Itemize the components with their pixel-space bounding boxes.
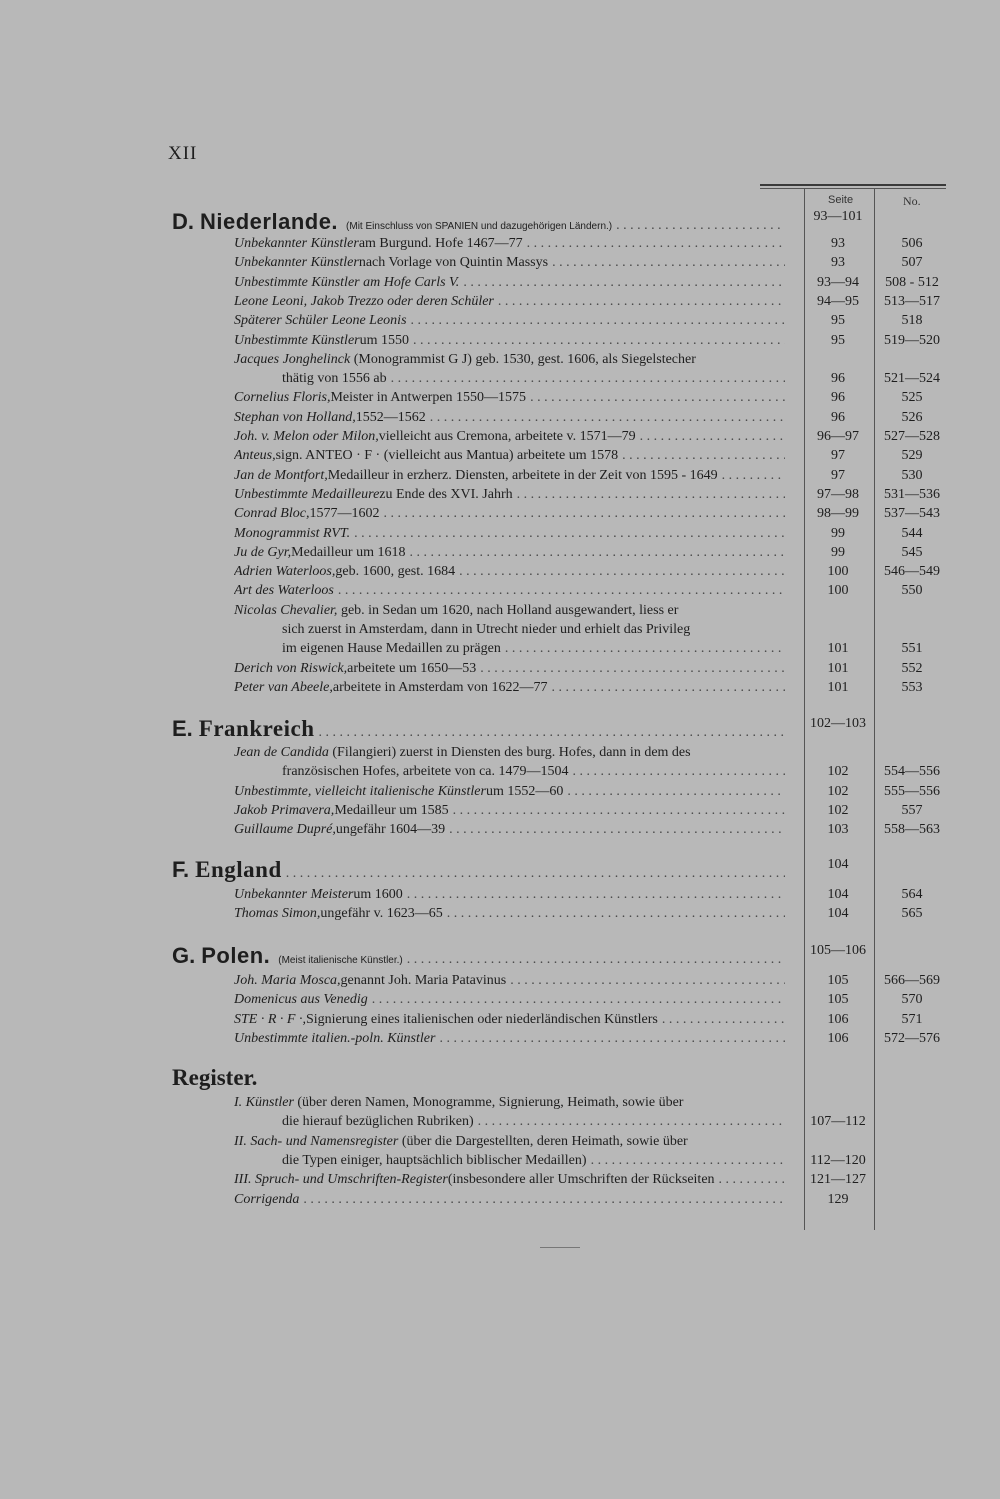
leader-dots xyxy=(530,390,785,406)
seite-value: 129 xyxy=(827,1191,849,1207)
entry-text xyxy=(234,506,785,522)
entry-text xyxy=(172,209,785,235)
seite-value: 102 xyxy=(827,802,849,818)
leader-dots xyxy=(409,545,785,561)
entry-text xyxy=(234,906,785,922)
entry-name: Cornelius Floris, xyxy=(234,390,331,406)
entry-description: (über deren Namen, Monogramme, Signierung, Heimath, sowie über xyxy=(293,1095,684,1110)
entry-name: Unbestimmte Künstler am Hofe Carls V. xyxy=(234,274,460,290)
seite-value: 97 xyxy=(831,467,845,483)
section-letter: E. xyxy=(172,716,193,741)
entry-line xyxy=(234,352,696,368)
entry-line xyxy=(234,1095,683,1111)
entry-name: Unbestimmte italien.-poln. Künstler xyxy=(234,1030,436,1046)
no-value: 525 xyxy=(901,390,923,406)
entry-description: (insbesondere aller Umschriften der Rückseiten xyxy=(447,1172,715,1188)
leader-dots xyxy=(527,236,785,252)
section-title: Polen. xyxy=(201,943,271,968)
seite-value: 95 xyxy=(831,332,845,348)
entry-name: Stephan von Holland, xyxy=(234,409,356,425)
seite-value: 98—99 xyxy=(817,506,859,522)
entry-text xyxy=(234,526,785,542)
entry-text xyxy=(234,333,785,349)
no-value: 553 xyxy=(901,679,923,695)
entry-description: zu Ende des XVI. Jahrh xyxy=(379,486,513,502)
seite-value: 106 xyxy=(827,1030,849,1046)
no-value: 526 xyxy=(901,409,923,425)
entry-description: Medailleur um 1618 xyxy=(291,544,406,560)
leader-dots xyxy=(505,641,785,657)
seite-value: 105—106 xyxy=(810,943,866,958)
entry-name: Art des Waterloos xyxy=(234,583,334,599)
entry-text xyxy=(234,1172,785,1188)
leader-dots xyxy=(591,1153,785,1169)
seite-value: 93—94 xyxy=(817,274,859,290)
entry-text xyxy=(234,275,785,291)
entry-description: genannt Joh. Maria Patavinus xyxy=(340,973,507,988)
entry-name: Unbestimmte Medailleure xyxy=(234,486,380,502)
column-divider-left xyxy=(804,188,805,1230)
leader-dots xyxy=(722,468,785,484)
entry-text xyxy=(234,887,785,903)
entry-text xyxy=(234,448,785,464)
entry-text xyxy=(282,641,785,657)
leader-dots xyxy=(303,1192,785,1208)
entry-description: nach Vorlage von Quintin Massys xyxy=(358,255,549,271)
no-value: 552 xyxy=(901,660,923,676)
leader-dots xyxy=(573,764,785,780)
entry-description: um 1550 xyxy=(359,332,409,348)
entry-name: Guillaume Dupré, xyxy=(234,822,336,838)
seite-value: 105 xyxy=(827,992,849,1008)
entry-name: Jacques Jonghelinck xyxy=(234,351,351,367)
leader-dots xyxy=(372,992,785,1008)
entry-description: geb. 1600, gest. 1684 xyxy=(335,564,456,580)
entry-name: Corrigenda xyxy=(234,1191,300,1207)
entry-text xyxy=(282,371,785,387)
entry-text xyxy=(282,764,785,780)
entry-description: sign. ANTEO · F · (vielleicht aus Mantua) arbeitete um 1578 xyxy=(275,448,619,464)
entry-text xyxy=(234,236,785,252)
entry-text xyxy=(234,784,785,800)
no-value: 521—524 xyxy=(884,371,940,387)
entry-line xyxy=(282,622,690,638)
leader-dots xyxy=(616,218,785,234)
entry-text xyxy=(234,973,785,989)
seite-value: 99 xyxy=(831,544,845,560)
seite-value: 96 xyxy=(831,390,845,406)
entry-text xyxy=(234,1192,785,1208)
seite-value: 94—95 xyxy=(817,293,859,309)
column-divider-right xyxy=(874,188,875,1230)
entry-text xyxy=(282,1114,785,1130)
register-title: Register. xyxy=(172,1065,258,1090)
no-value: 513—517 xyxy=(884,293,940,309)
no-value: 544 xyxy=(901,525,923,541)
leader-dots xyxy=(640,429,785,445)
entry-name: Leone Leoni, Jakob Trezzo oder deren Schüler xyxy=(234,293,494,309)
no-value: 550 xyxy=(901,583,923,599)
entry-text xyxy=(234,545,785,561)
entry-name: Monogrammist RVT. xyxy=(234,525,351,541)
no-value: 558—563 xyxy=(884,822,940,838)
entry-name: Jakob Primavera, xyxy=(234,802,335,818)
leader-dots xyxy=(510,973,785,989)
entry-text xyxy=(234,661,785,677)
entry-line xyxy=(234,603,678,619)
leader-dots xyxy=(338,583,785,599)
leader-dots xyxy=(430,410,785,426)
no-value: 527—528 xyxy=(884,429,940,444)
entry-continuation: die hierauf bezüglichen Rubriken) xyxy=(282,1114,474,1130)
leader-dots xyxy=(411,313,785,329)
entry-text xyxy=(172,857,785,883)
seite-value: 102—103 xyxy=(810,716,866,731)
leader-dots xyxy=(391,371,785,387)
seite-value: 93 xyxy=(831,236,845,251)
no-value: 570 xyxy=(901,992,923,1008)
entry-text xyxy=(172,943,785,969)
leader-dots xyxy=(622,448,785,464)
leader-dots xyxy=(662,1012,785,1028)
leader-dots xyxy=(480,661,785,677)
no-value: 551 xyxy=(901,641,923,657)
entry-name: II. Sach- und Namensregister xyxy=(234,1133,399,1149)
entry-name: Domenicus aus Venedig xyxy=(234,992,368,1008)
entry-continuation: im eigenen Hause Medaillen zu prägen xyxy=(282,641,501,657)
seite-value: 93 xyxy=(831,255,845,271)
no-value: 546—549 xyxy=(884,564,940,580)
seite-value: 100 xyxy=(827,583,849,599)
entry-name: Joh. Maria Mosca, xyxy=(234,973,341,988)
leader-dots xyxy=(719,1172,785,1188)
section-letter: G. xyxy=(172,943,196,968)
entry-name: Unbekannter Meister xyxy=(234,887,354,902)
no-value: 565 xyxy=(901,906,923,922)
entry-text xyxy=(234,822,785,838)
leader-dots xyxy=(459,564,785,580)
column-top-rule-thin xyxy=(760,188,946,189)
no-value: 529 xyxy=(901,448,923,464)
entry-description: ungefähr 1604—39 xyxy=(335,822,446,838)
entry-name: Adrien Waterloos, xyxy=(234,564,336,580)
no-value: 530 xyxy=(901,467,923,483)
entry-text xyxy=(234,294,785,310)
leader-dots xyxy=(413,333,785,349)
entry-description: Meister in Antwerpen 1550—1575 xyxy=(330,390,527,406)
leader-dots xyxy=(286,866,785,882)
entry-line xyxy=(234,745,691,761)
leader-dots xyxy=(567,784,785,800)
leader-dots xyxy=(383,506,785,522)
seite-value: 97 xyxy=(831,448,845,464)
entry-text xyxy=(234,487,785,503)
seite-value: 106 xyxy=(827,1011,849,1027)
entry-text xyxy=(234,564,785,580)
entry-description: (Monogrammist G J) geb. 1530, gest. 1606, als Siegelstecher xyxy=(350,351,696,367)
entry-description: Medailleur in erzherz. Diensten, arbeitete in der Zeit von 1595 - 1649 xyxy=(327,467,718,483)
seite-value: 102 xyxy=(827,783,849,799)
leader-dots xyxy=(319,725,785,741)
leader-dots xyxy=(453,803,785,819)
entry-description: Medailleur um 1585 xyxy=(334,802,449,818)
entry-text xyxy=(282,1153,785,1169)
leader-dots xyxy=(449,822,785,838)
entry-text xyxy=(234,390,785,406)
seite-value: 107—112 xyxy=(810,1114,866,1130)
entry-line xyxy=(234,1134,688,1150)
leader-dots xyxy=(498,294,785,310)
seite-value: 104 xyxy=(827,906,849,922)
column-header-seite: Seite xyxy=(828,194,854,206)
seite-value: 96—97 xyxy=(817,429,859,444)
entry-description: um 1552—60 xyxy=(485,783,564,799)
entry-name: Jan de Montfort, xyxy=(234,467,328,483)
entry-text xyxy=(234,1012,785,1028)
seite-value: 104 xyxy=(827,887,849,902)
entry-name: Joh. v. Melon oder Milon, xyxy=(234,429,379,444)
no-value: 519—520 xyxy=(884,332,940,348)
leader-dots xyxy=(517,487,785,503)
section-letter: D. xyxy=(172,209,194,234)
seite-value: 112—120 xyxy=(810,1152,866,1168)
entry-name: Späterer Schüler Leone Leonis xyxy=(234,313,407,329)
entry-description: 1577—1602 xyxy=(309,506,380,522)
entry-description: (über die Dargestellten, deren Heimath, sowie über xyxy=(398,1133,688,1149)
page-number: XII xyxy=(168,143,198,164)
no-value: 507 xyxy=(901,255,923,271)
entry-text xyxy=(234,992,785,1008)
entry-continuation: französischen Hofes, arbeitete von ca. 1479—1504 xyxy=(282,764,569,780)
entry-name: Unbekannter Künstler xyxy=(234,255,359,271)
entry-text xyxy=(234,429,785,445)
seite-value: 101 xyxy=(827,679,849,695)
leader-dots xyxy=(407,952,785,968)
seite-value: 104 xyxy=(827,857,849,872)
entry-text xyxy=(234,803,785,819)
entry-continuation: sich zuerst in Amsterdam, dann in Utrecht nieder und erhielt das Privileg xyxy=(282,622,691,637)
seite-value: 102 xyxy=(827,764,849,780)
entry-description: um 1600 xyxy=(353,887,403,902)
entry-continuation: thätig von 1556 ab xyxy=(282,371,387,387)
section-note: (Mit Einschluss von SPANIEN und dazugehörigen Ländern.) xyxy=(346,221,613,232)
entry-description: Signierung eines italienischen oder niederländischen Künstlers xyxy=(305,1011,658,1027)
column-header-no: No. xyxy=(903,194,921,208)
no-value: 566—569 xyxy=(884,973,940,988)
seite-value: 93—101 xyxy=(813,209,863,224)
bottom-rule xyxy=(540,1247,580,1248)
entry-name: STE · R · F ·, xyxy=(234,1011,306,1027)
no-value: 554—556 xyxy=(884,764,940,780)
entry-name: Nicolas Chevalier, xyxy=(234,602,338,618)
entry-name: Unbestimmte, vielleicht italienische Künstler xyxy=(234,783,486,799)
column-top-rule xyxy=(760,184,946,186)
entry-name: Unbestimmte Künstler xyxy=(234,332,360,348)
entry-name: Derich von Riswick, xyxy=(234,660,348,676)
leader-dots xyxy=(354,526,785,542)
entry-text xyxy=(234,313,785,329)
no-value: 545 xyxy=(901,544,923,560)
no-value: 571 xyxy=(901,1011,923,1027)
entry-text xyxy=(234,468,785,484)
seite-value: 100 xyxy=(827,564,849,580)
seite-value: 95 xyxy=(831,313,845,329)
entry-description: geb. in Sedan um 1620, nach Holland ausgewandert, liess er xyxy=(337,602,679,618)
entry-name: Anteus, xyxy=(234,448,276,464)
section-title: Niederlande. xyxy=(200,209,339,234)
no-value: 531—536 xyxy=(884,486,940,502)
leader-dots xyxy=(447,906,785,922)
seite-value: 103 xyxy=(827,822,849,838)
seite-value: 97—98 xyxy=(817,486,859,502)
entry-description: arbeitete in Amsterdam von 1622—77 xyxy=(332,679,548,695)
entry-name: Jean de Candida xyxy=(234,745,329,760)
leader-dots xyxy=(552,255,785,271)
entry-name: III. Spruch- und Umschriften-Register xyxy=(234,1172,448,1188)
seite-value: 101 xyxy=(827,641,849,657)
entry-name: Conrad Bloc, xyxy=(234,506,310,522)
section-note: (Meist italienische Künstler.) xyxy=(278,955,403,966)
entry-name: I. Künstler xyxy=(234,1095,294,1110)
no-value: 537—543 xyxy=(884,506,940,522)
seite-value: 96 xyxy=(831,371,845,387)
entry-continuation: die Typen einiger, hauptsächlich biblischer Medaillen) xyxy=(282,1152,587,1168)
section-title: Frankreich xyxy=(198,716,315,741)
entry-text xyxy=(234,1031,785,1047)
seite-value: 96 xyxy=(831,409,845,425)
entry-text xyxy=(172,716,785,742)
seite-value: 121—127 xyxy=(810,1172,866,1188)
entry-name: Unbekannter Künstler xyxy=(234,236,359,251)
leader-dots xyxy=(478,1114,785,1130)
seite-value: 99 xyxy=(831,525,845,541)
no-value: 518 xyxy=(901,313,923,329)
leader-dots xyxy=(439,1031,785,1047)
entry-description: vielleicht aus Cremona, arbeitete v. 1571—79 xyxy=(378,429,636,444)
entry-description: ungefähr v. 1623—65 xyxy=(320,906,443,922)
entry-description: am Burgund. Hofe 1467—77 xyxy=(358,236,523,251)
seite-value: 105 xyxy=(827,973,849,988)
entry-name: Peter van Abeele, xyxy=(234,679,333,695)
entry-description: arbeitete um 1650—53 xyxy=(347,660,477,676)
entry-name: Thomas Simon, xyxy=(234,906,321,922)
no-value: 506 xyxy=(901,236,923,251)
leader-dots xyxy=(407,887,785,903)
section-title: England xyxy=(195,857,282,882)
entry-description: (Filangieri) zuerst in Diensten des burg. Hofes, dann in dem des xyxy=(328,745,691,760)
entry-text xyxy=(234,583,785,599)
entry-text xyxy=(234,255,785,271)
entry-description: 1552—1562 xyxy=(355,409,426,425)
leader-dots xyxy=(552,680,786,696)
no-value: 557 xyxy=(901,802,923,818)
section-letter: F. xyxy=(172,857,190,882)
leader-dots xyxy=(463,275,785,291)
no-value: 564 xyxy=(901,887,923,902)
no-value: 508 - 512 xyxy=(885,274,939,290)
no-value: 572—576 xyxy=(884,1030,940,1046)
entry-name: Ju de Gyr, xyxy=(234,544,292,560)
entry-text xyxy=(234,410,785,426)
seite-value: 101 xyxy=(827,660,849,676)
no-value: 555—556 xyxy=(884,783,940,799)
entry-text xyxy=(234,680,785,696)
